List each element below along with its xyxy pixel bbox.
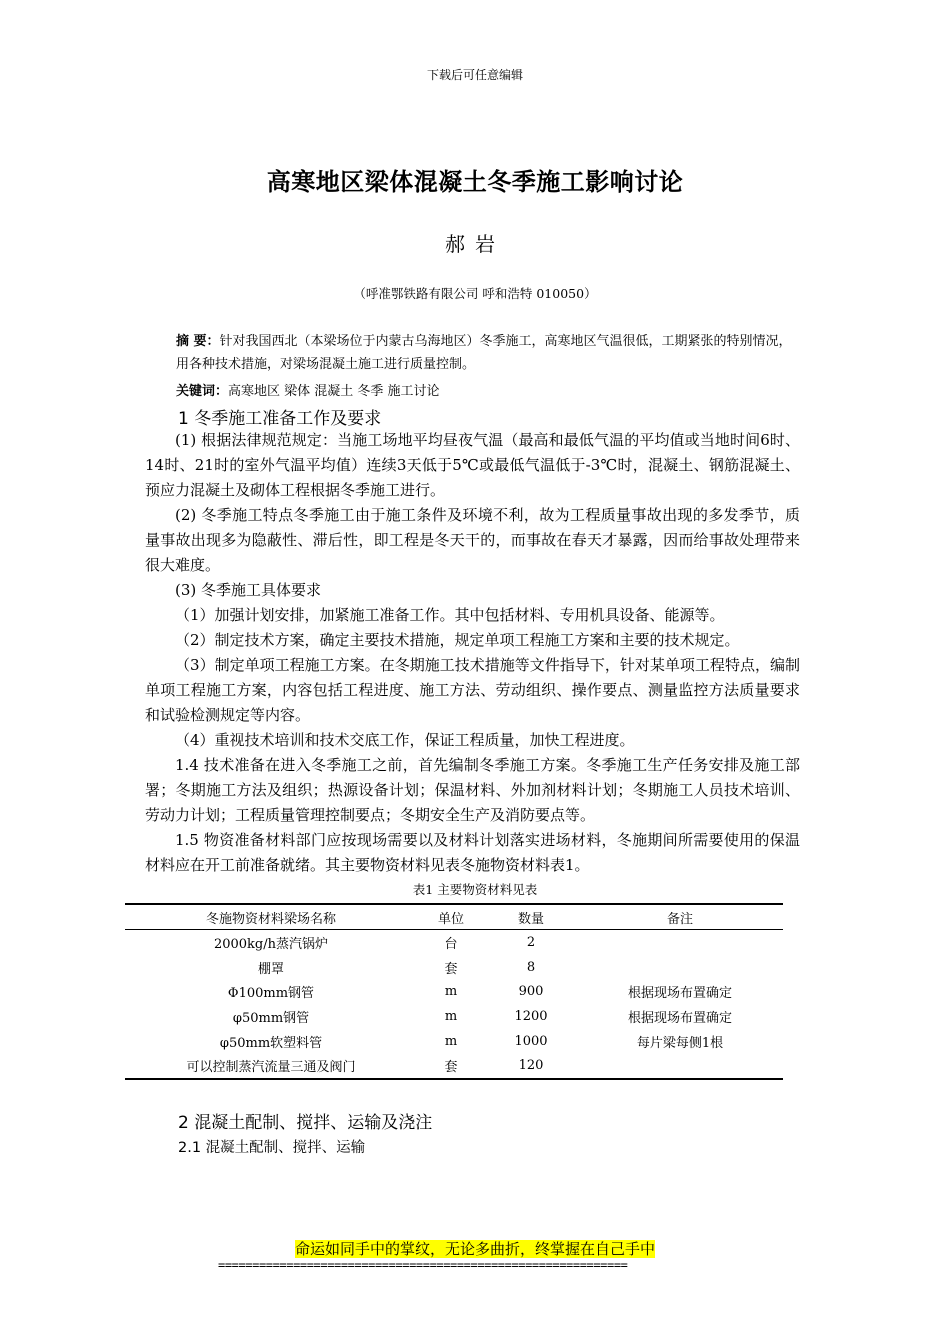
page-header: 下载后可任意编辑 [426,68,523,82]
table-cell-name: 2000kg/h蒸汽锅炉 [213,936,329,952]
document-title: 高寒地区梁体混凝土冬季施工影响讨论 [266,168,684,196]
table-cell-quantity: 900 [518,984,544,1000]
section1-paragraph-2: (2) 冬季施工特点冬季施工由于施工条件及环境不利，故为工程质量事故出现的多发季节，质量事故出现多为隐蔽性、滞后性，即工程是冬天干的，而事故在春天才暴露，因而给事故处理带来很大难度。 [145,506,800,574]
section1-paragraph-3: (3) 冬季施工具体要求 [175,581,322,599]
table-cell-quantity: 1000 [514,1033,548,1049]
table-cell-remarks [577,1053,783,1079]
table-row [125,955,783,980]
table-cell-name: φ50mm钢管 [232,1010,310,1026]
section2-subheading: 2.1 混凝土配制、搅拌、运输 [178,1140,366,1156]
table-cell-remarks: 每片梁每侧1根 [636,1035,724,1051]
table-cell-name: Φ100mm钢管 [227,986,315,1002]
table-cell-remarks: 根据现场布置确定 [627,1010,732,1026]
table-cell-name: 可以控制蒸汽流量三通及阀门 [186,1060,356,1076]
table-header-remarks: 备注 [666,911,693,927]
table-cell-unit: m [444,1033,458,1049]
table-header-name: 冬施物资材料梁场名称 [205,911,336,927]
table-cell-quantity: 8 [526,959,536,975]
table-header-quantity: 数量 [517,911,544,927]
table-cell-quantity: 1200 [514,1008,548,1024]
affiliation: （呼准鄂铁路有限公司 呼和浩特 010050） [353,286,597,301]
section1-paragraph-7: （4）重视技术培训和技术交底工作，保证工程质量，加快工程进度。 [175,731,635,749]
author: 郝岩 [445,232,505,256]
table-cell-unit: 套 [444,1060,458,1076]
abstract-label: 摘 要： [176,334,220,349]
table-cell-quantity: 120 [518,1058,544,1074]
table-row [125,1053,783,1079]
table-cell-unit: 套 [444,961,458,977]
table-header-row [125,904,783,930]
keywords [176,380,796,403]
table-row [125,979,783,1004]
section2-heading: 2 混凝土配制、搅拌、运输及浇注 [178,1113,433,1133]
section1-paragraph-9: 1.5 物资准备材料部门应按现场需要以及材料计划落实进场材料，冬施期间所需要使用的保温材料应在开工前准备就绪。其主要物资材料见表冬施物资材料表1。 [145,831,800,874]
table-cell-unit: m [444,1008,458,1024]
section1-paragraph-6: （3）制定单项工程施工方案。在冬期施工技术措施等文件指导下，针对某单项工程特点，编制单项工程施工方案，内容包括工程进度、施工方法、劳动组织、操作要点、测量监控方法质量要求和试验检测规定等内容。 [145,656,800,724]
table-row [125,1004,783,1029]
keywords-text: 高寒地区 梁体 混凝土 冬季 施工讨论 [228,384,440,399]
table-header-unit: 单位 [437,911,464,927]
table-cell-remarks: 根据现场布置确定 [627,986,732,1002]
table-row [125,1029,783,1054]
section1-paragraph-8: 1.4 技术准备在进入冬季施工之前，首先编制冬季施工方案。冬季施工生产任务安排及施工部署；冬期施工方法及组织；热源设备计划；保温材料、外加剂材料计划；冬期施工人员技术培训、劳动力计划；工程质量管理控制要点；冬期安全生产及消防要点等。 [145,756,800,824]
footer-motto-text: 命运如同手中的掌纹，无论多曲折，终掌握在自己手中 [294,1240,655,1258]
table-row [125,930,783,955]
footer-rule: ============================================================ [218,1258,628,1272]
section1-heading: 1 冬季施工准备工作及要求 [178,409,382,429]
table-cell-quantity: 2 [526,934,536,950]
table-cell-name: φ50mm软塑料管 [219,1035,323,1051]
materials-table [125,903,783,1080]
abstract [176,330,796,376]
section1-paragraph-4: （1）加强计划安排，加紧施工准备工作。其中包括材料、专用机具设备、能源等。 [175,606,725,624]
table-cell-remarks [577,955,783,980]
table-cell-remarks [577,930,783,955]
table-cell-unit: m [444,984,458,1000]
keywords-label: 关键词： [176,384,229,399]
table-caption: 表1 主要物资材料见表 [412,882,538,897]
section1-paragraph-5: （2）制定技术方案，确定主要技术措施，规定单项工程施工方案和主要的技术规定。 [175,631,740,649]
footer-motto [0,1238,950,1259]
table-cell-name: 棚罩 [257,961,284,977]
abstract-text: 针对我国西北（本梁场位于内蒙古乌海地区）冬季施工，高寒地区气温很低，工期紧张的特别情况，用各种技术措施，对梁场混凝土施工进行质量控制。 [176,334,792,372]
section1-paragraph-1: (1) 根据法律规范规定：当施工场地平均昼夜气温（最高和最低气温的平均值或当地时间6时、14时、21时的室外气温平均值）连续3天低于5℃或最低气温低于-3℃时，混凝土、钢筋混凝土、预应力混凝土及砌体工程根据冬季施工进行。 [145,431,800,499]
table-cell-unit: 台 [444,936,458,952]
